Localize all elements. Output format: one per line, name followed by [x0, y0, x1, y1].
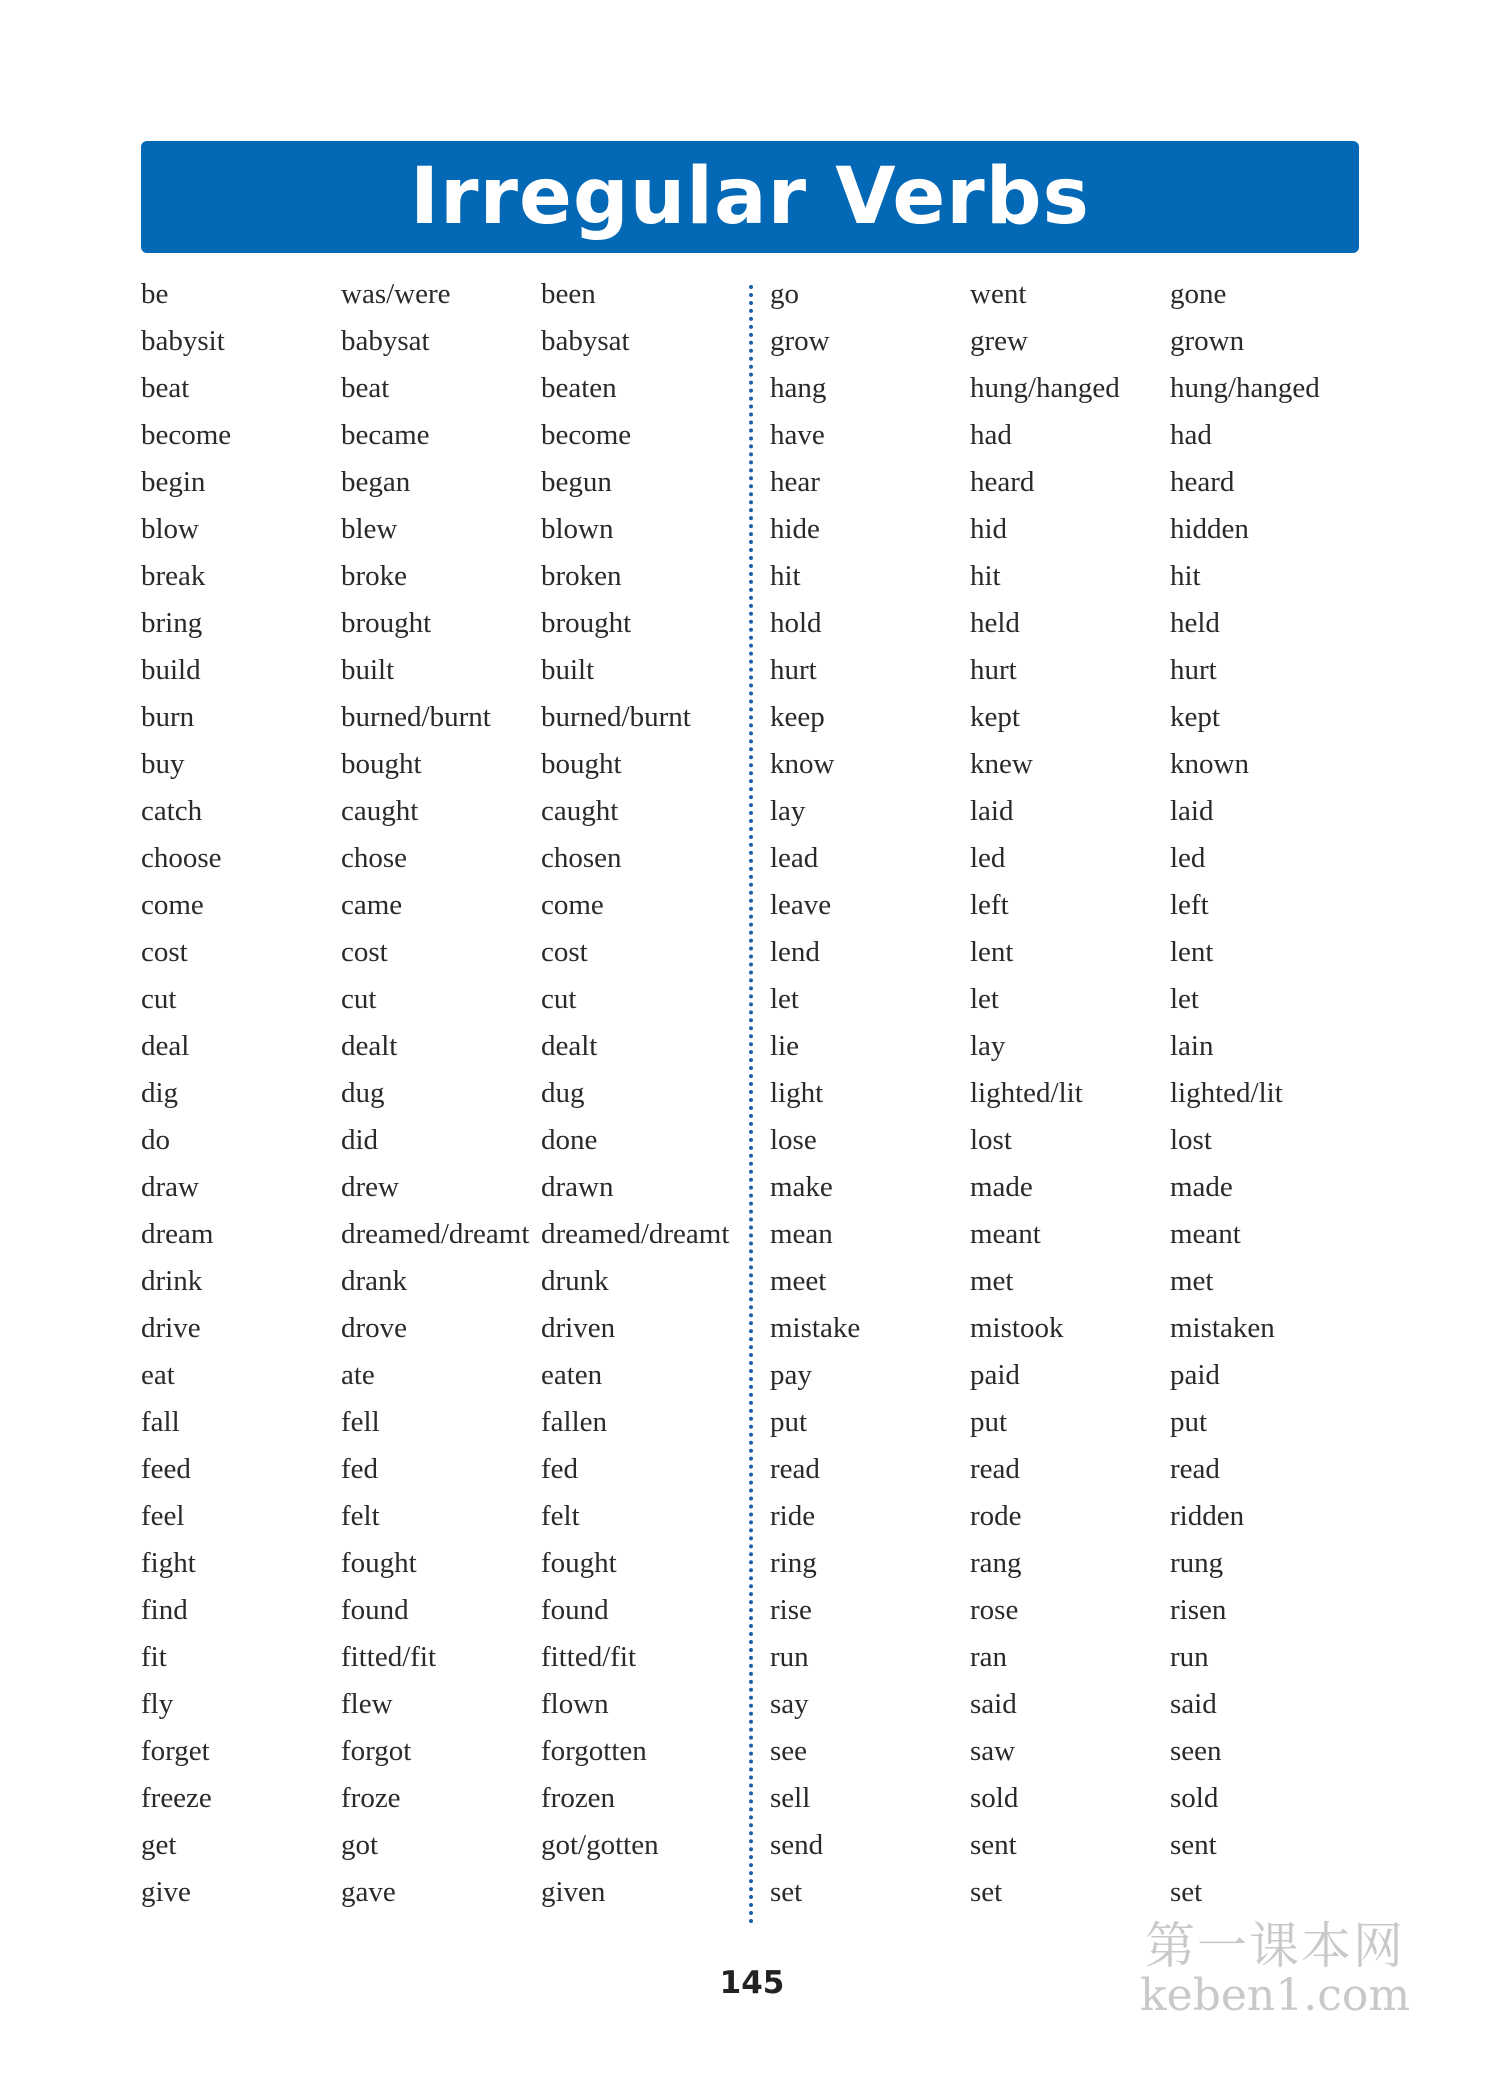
base-form: build — [141, 654, 201, 686]
verb-row — [141, 1023, 741, 1070]
past-tense: blew — [341, 513, 398, 545]
past-tense: hurt — [970, 654, 1017, 686]
past-participle: come — [541, 889, 604, 921]
past-participle: eaten — [541, 1359, 603, 1391]
base-form: choose — [141, 842, 222, 874]
verb-row — [770, 835, 1370, 882]
past-tense: led — [970, 842, 1006, 874]
past-tense: had — [970, 419, 1012, 451]
base-form: hurt — [770, 654, 817, 686]
base-form: make — [770, 1171, 833, 1203]
column-divider — [749, 285, 753, 1925]
base-form: rise — [770, 1594, 812, 1626]
past-participle: hung/hanged — [1170, 372, 1320, 404]
past-tense: left — [970, 889, 1009, 921]
verb-row — [770, 788, 1370, 835]
base-form: cut — [141, 983, 177, 1015]
past-participle: rung — [1170, 1547, 1224, 1579]
past-tense: babysat — [341, 325, 430, 357]
verb-row — [770, 1822, 1370, 1869]
verb-row — [141, 459, 741, 506]
verb-row — [770, 1540, 1370, 1587]
past-tense: held — [970, 607, 1020, 639]
past-tense: meant — [970, 1218, 1041, 1250]
past-participle: cut — [541, 983, 577, 1015]
base-form: light — [770, 1077, 824, 1109]
past-participle: babysat — [541, 325, 630, 357]
past-participle: drunk — [541, 1265, 609, 1297]
base-form: begin — [141, 466, 206, 498]
past-participle: forgotten — [541, 1735, 647, 1767]
base-form: catch — [141, 795, 203, 827]
past-tense: lighted/lit — [970, 1077, 1083, 1109]
base-form: find — [141, 1594, 188, 1626]
past-tense: said — [970, 1688, 1017, 1720]
past-tense: did — [341, 1124, 379, 1156]
past-tense: sold — [970, 1782, 1019, 1814]
past-participle: dug — [541, 1077, 585, 1109]
past-participle: hidden — [1170, 513, 1249, 545]
base-form: hold — [770, 607, 822, 639]
verb-row — [770, 1728, 1370, 1775]
past-participle: driven — [541, 1312, 616, 1344]
past-tense: knew — [970, 748, 1033, 780]
verb-row — [770, 1681, 1370, 1728]
past-participle: become — [541, 419, 632, 451]
past-participle: risen — [1170, 1594, 1227, 1626]
past-tense: flew — [341, 1688, 393, 1720]
past-participle: chosen — [541, 842, 622, 874]
verb-row — [141, 1164, 741, 1211]
past-tense: fed — [341, 1453, 379, 1485]
past-tense: sent — [970, 1829, 1017, 1861]
verb-row — [770, 1775, 1370, 1822]
base-form: drive — [141, 1312, 201, 1344]
past-participle: gone — [1170, 278, 1227, 310]
base-form: break — [141, 560, 206, 592]
verb-row — [141, 1399, 741, 1446]
verb-row — [770, 1258, 1370, 1305]
verb-row — [770, 1211, 1370, 1258]
page-number: 145 — [719, 1965, 785, 2001]
past-participle: fed — [541, 1453, 579, 1485]
verb-row — [770, 412, 1370, 459]
past-tense: came — [341, 889, 403, 921]
past-tense: hung/hanged — [970, 372, 1120, 404]
past-participle: hurt — [1170, 654, 1217, 686]
past-participle: heard — [1170, 466, 1235, 498]
verb-row — [141, 882, 741, 929]
past-tense: hit — [970, 560, 1001, 592]
past-tense: caught — [341, 795, 419, 827]
base-form: fight — [141, 1547, 196, 1579]
past-participle: mistaken — [1170, 1312, 1275, 1344]
base-form: become — [141, 419, 232, 451]
verb-row — [141, 553, 741, 600]
base-form: forget — [141, 1735, 210, 1767]
past-participle: got/gotten — [541, 1829, 659, 1861]
base-form: do — [141, 1124, 170, 1156]
base-form: lose — [770, 1124, 817, 1156]
verb-row — [770, 318, 1370, 365]
verb-row — [770, 506, 1370, 553]
base-form: feed — [141, 1453, 191, 1485]
past-participle: fallen — [541, 1406, 608, 1438]
past-tense: bought — [341, 748, 422, 780]
past-tense: became — [341, 419, 430, 451]
past-participle: run — [1170, 1641, 1209, 1673]
past-participle: hit — [1170, 560, 1201, 592]
past-participle: read — [1170, 1453, 1220, 1485]
past-tense: dreamed/dreamt — [341, 1218, 530, 1250]
verb-row — [770, 1352, 1370, 1399]
base-form: read — [770, 1453, 820, 1485]
past-participle: bought — [541, 748, 622, 780]
watermark-url: keben1.com — [1140, 1969, 1411, 2021]
verb-row — [770, 365, 1370, 412]
verb-row — [141, 1352, 741, 1399]
past-participle: seen — [1170, 1735, 1222, 1767]
base-form: get — [141, 1829, 177, 1861]
past-tense: beat — [341, 372, 390, 404]
title-banner — [141, 141, 1359, 253]
base-form: dream — [141, 1218, 214, 1250]
past-tense: cost — [341, 936, 388, 968]
base-form: freeze — [141, 1782, 212, 1814]
past-tense: heard — [970, 466, 1035, 498]
verb-row — [770, 741, 1370, 788]
past-participle: frozen — [541, 1782, 616, 1814]
past-tense: drove — [341, 1312, 408, 1344]
verb-row — [141, 506, 741, 553]
base-form: lie — [770, 1030, 799, 1062]
verb-row — [770, 553, 1370, 600]
verb-row — [770, 1493, 1370, 1540]
past-participle: left — [1170, 889, 1209, 921]
verb-row — [770, 929, 1370, 976]
base-form: cost — [141, 936, 188, 968]
verb-row — [141, 271, 741, 318]
past-participle: grown — [1170, 325, 1245, 357]
past-participle: said — [1170, 1688, 1217, 1720]
base-form: meet — [770, 1265, 827, 1297]
base-form: mean — [770, 1218, 833, 1250]
base-form: send — [770, 1829, 824, 1861]
verb-row — [141, 365, 741, 412]
past-tense: dealt — [341, 1030, 398, 1062]
verb-row — [770, 1023, 1370, 1070]
past-participle: found — [541, 1594, 609, 1626]
past-participle: sold — [1170, 1782, 1219, 1814]
past-participle: begun — [541, 466, 612, 498]
verb-row — [770, 1164, 1370, 1211]
past-participle: burned/burnt — [541, 701, 691, 733]
base-form: blow — [141, 513, 199, 545]
verb-row — [770, 600, 1370, 647]
past-participle: laid — [1170, 795, 1214, 827]
base-form: sell — [770, 1782, 811, 1814]
verb-row — [770, 1117, 1370, 1164]
base-form: beat — [141, 372, 190, 404]
base-form: see — [770, 1735, 808, 1767]
page-title: Irregular Verbs — [410, 152, 1090, 242]
verb-row — [141, 835, 741, 882]
past-tense: was/were — [341, 278, 451, 310]
verb-row — [770, 1399, 1370, 1446]
past-tense: fought — [341, 1547, 417, 1579]
verb-row — [141, 1775, 741, 1822]
verb-row — [141, 600, 741, 647]
verb-row — [141, 1869, 741, 1916]
verb-row — [141, 1258, 741, 1305]
base-form: lend — [770, 936, 820, 968]
verb-row — [141, 318, 741, 365]
verb-table-right — [770, 271, 1370, 1916]
past-tense: fell — [341, 1406, 380, 1438]
verb-row — [141, 929, 741, 976]
past-participle: fought — [541, 1547, 617, 1579]
past-tense: drank — [341, 1265, 408, 1297]
base-form: set — [770, 1876, 803, 1908]
base-form: eat — [141, 1359, 175, 1391]
base-form: fit — [141, 1641, 167, 1673]
base-form: have — [770, 419, 825, 451]
past-participle: lent — [1170, 936, 1214, 968]
past-tense: paid — [970, 1359, 1020, 1391]
past-tense: made — [970, 1171, 1033, 1203]
past-participle: led — [1170, 842, 1206, 874]
past-participle: blown — [541, 513, 614, 545]
past-tense: lost — [970, 1124, 1012, 1156]
past-tense: felt — [341, 1500, 380, 1532]
base-form: ride — [770, 1500, 816, 1532]
base-form: let — [770, 983, 799, 1015]
verb-row — [770, 459, 1370, 506]
verb-row — [770, 1869, 1370, 1916]
watermark-chinese: 第一课本网 — [1145, 1917, 1405, 1975]
past-tense: brought — [341, 607, 432, 639]
base-form: dig — [141, 1077, 179, 1109]
verb-row — [141, 788, 741, 835]
verb-row — [770, 1070, 1370, 1117]
base-form: buy — [141, 748, 185, 780]
past-tense: hid — [970, 513, 1008, 545]
base-form: grow — [770, 325, 830, 357]
base-form: lead — [770, 842, 819, 874]
base-form: pay — [770, 1359, 812, 1391]
verb-row — [141, 1540, 741, 1587]
verb-row — [141, 1305, 741, 1352]
past-tense: cut — [341, 983, 377, 1015]
past-participle: kept — [1170, 701, 1220, 733]
past-participle: brought — [541, 607, 632, 639]
past-participle: drawn — [541, 1171, 614, 1203]
past-tense: chose — [341, 842, 408, 874]
verb-row — [141, 741, 741, 788]
past-participle: flown — [541, 1688, 609, 1720]
past-tense: burned/burnt — [341, 701, 491, 733]
past-tense: put — [970, 1406, 1008, 1438]
past-participle: sent — [1170, 1829, 1217, 1861]
verb-row — [141, 1681, 741, 1728]
verb-row — [141, 1070, 741, 1117]
past-tense: found — [341, 1594, 409, 1626]
past-tense: fitted/fit — [341, 1641, 437, 1673]
verb-row — [770, 1446, 1370, 1493]
base-form: run — [770, 1641, 809, 1673]
verb-row — [141, 694, 741, 741]
past-tense: began — [341, 466, 411, 498]
verb-row — [141, 1822, 741, 1869]
base-form: hang — [770, 372, 827, 404]
past-participle: meant — [1170, 1218, 1241, 1250]
base-form: go — [770, 278, 799, 310]
past-participle: dreamed/dreamt — [541, 1218, 730, 1250]
base-form: bring — [141, 607, 203, 639]
base-form: draw — [141, 1171, 199, 1203]
past-tense: rose — [970, 1594, 1019, 1626]
past-tense: rode — [970, 1500, 1022, 1532]
past-tense: lent — [970, 936, 1014, 968]
past-participle: broken — [541, 560, 622, 592]
base-form: feel — [141, 1500, 185, 1532]
past-participle: set — [1170, 1876, 1203, 1908]
past-tense: forgot — [341, 1735, 412, 1767]
base-form: hide — [770, 513, 820, 545]
past-tense: dug — [341, 1077, 385, 1109]
past-tense: grew — [970, 325, 1028, 357]
past-tense: ate — [341, 1359, 375, 1391]
verb-row — [770, 882, 1370, 929]
past-tense: saw — [970, 1735, 1016, 1767]
past-tense: set — [970, 1876, 1003, 1908]
base-form: know — [770, 748, 835, 780]
verb-row — [141, 1493, 741, 1540]
past-participle: dealt — [541, 1030, 598, 1062]
past-tense: kept — [970, 701, 1020, 733]
past-participle: cost — [541, 936, 588, 968]
verb-row — [141, 412, 741, 459]
past-participle: let — [1170, 983, 1199, 1015]
past-tense: laid — [970, 795, 1014, 827]
verb-row — [770, 694, 1370, 741]
base-form: fall — [141, 1406, 180, 1438]
base-form: hit — [770, 560, 801, 592]
past-participle: known — [1170, 748, 1249, 780]
past-participle: ridden — [1170, 1500, 1245, 1532]
past-tense: lay — [970, 1030, 1006, 1062]
base-form: deal — [141, 1030, 190, 1062]
verb-row — [770, 1587, 1370, 1634]
verb-table-left — [141, 271, 741, 1916]
base-form: mistake — [770, 1312, 861, 1344]
base-form: leave — [770, 889, 832, 921]
past-tense: read — [970, 1453, 1020, 1485]
verb-row — [141, 1211, 741, 1258]
past-participle: done — [541, 1124, 598, 1156]
verb-row — [770, 1305, 1370, 1352]
past-tense: went — [970, 278, 1027, 310]
past-participle: built — [541, 654, 595, 686]
past-participle: put — [1170, 1406, 1208, 1438]
past-tense: broke — [341, 560, 408, 592]
past-tense: ran — [970, 1641, 1008, 1673]
verb-row — [141, 647, 741, 694]
past-tense: got — [341, 1829, 379, 1861]
base-form: hear — [770, 466, 820, 498]
past-tense: rang — [970, 1547, 1022, 1579]
past-tense: drew — [341, 1171, 399, 1203]
past-participle: had — [1170, 419, 1212, 451]
past-participle: made — [1170, 1171, 1233, 1203]
past-participle: lost — [1170, 1124, 1212, 1156]
past-tense: met — [970, 1265, 1014, 1297]
base-form: babysit — [141, 325, 225, 357]
past-participle: fitted/fit — [541, 1641, 637, 1673]
verb-row — [141, 1634, 741, 1681]
base-form: lay — [770, 795, 806, 827]
past-participle: felt — [541, 1500, 580, 1532]
past-tense: gave — [341, 1876, 396, 1908]
verb-row — [770, 1634, 1370, 1681]
base-form: ring — [770, 1547, 817, 1579]
past-participle: caught — [541, 795, 619, 827]
verb-row — [770, 271, 1370, 318]
verb-row — [141, 1587, 741, 1634]
base-form: put — [770, 1406, 808, 1438]
base-form: keep — [770, 701, 825, 733]
base-form: be — [141, 278, 169, 310]
watermark — [1140, 1917, 1411, 2021]
verb-row — [141, 1446, 741, 1493]
verb-row — [141, 1117, 741, 1164]
past-participle: lighted/lit — [1170, 1077, 1283, 1109]
base-form: burn — [141, 701, 195, 733]
past-participle: beaten — [541, 372, 617, 404]
base-form: drink — [141, 1265, 203, 1297]
past-tense: froze — [341, 1782, 401, 1814]
verb-row — [141, 976, 741, 1023]
base-form: say — [770, 1688, 809, 1720]
past-participle: been — [541, 278, 596, 310]
base-form: come — [141, 889, 204, 921]
past-tense: built — [341, 654, 395, 686]
base-form: fly — [141, 1688, 174, 1720]
past-participle: lain — [1170, 1030, 1214, 1062]
past-participle: paid — [1170, 1359, 1220, 1391]
base-form: give — [141, 1876, 191, 1908]
past-participle: held — [1170, 607, 1220, 639]
verb-row — [141, 1728, 741, 1775]
verb-row — [770, 647, 1370, 694]
past-participle: met — [1170, 1265, 1214, 1297]
past-participle: given — [541, 1876, 606, 1908]
past-tense: mistook — [970, 1312, 1064, 1344]
verb-row — [770, 976, 1370, 1023]
past-tense: let — [970, 983, 999, 1015]
